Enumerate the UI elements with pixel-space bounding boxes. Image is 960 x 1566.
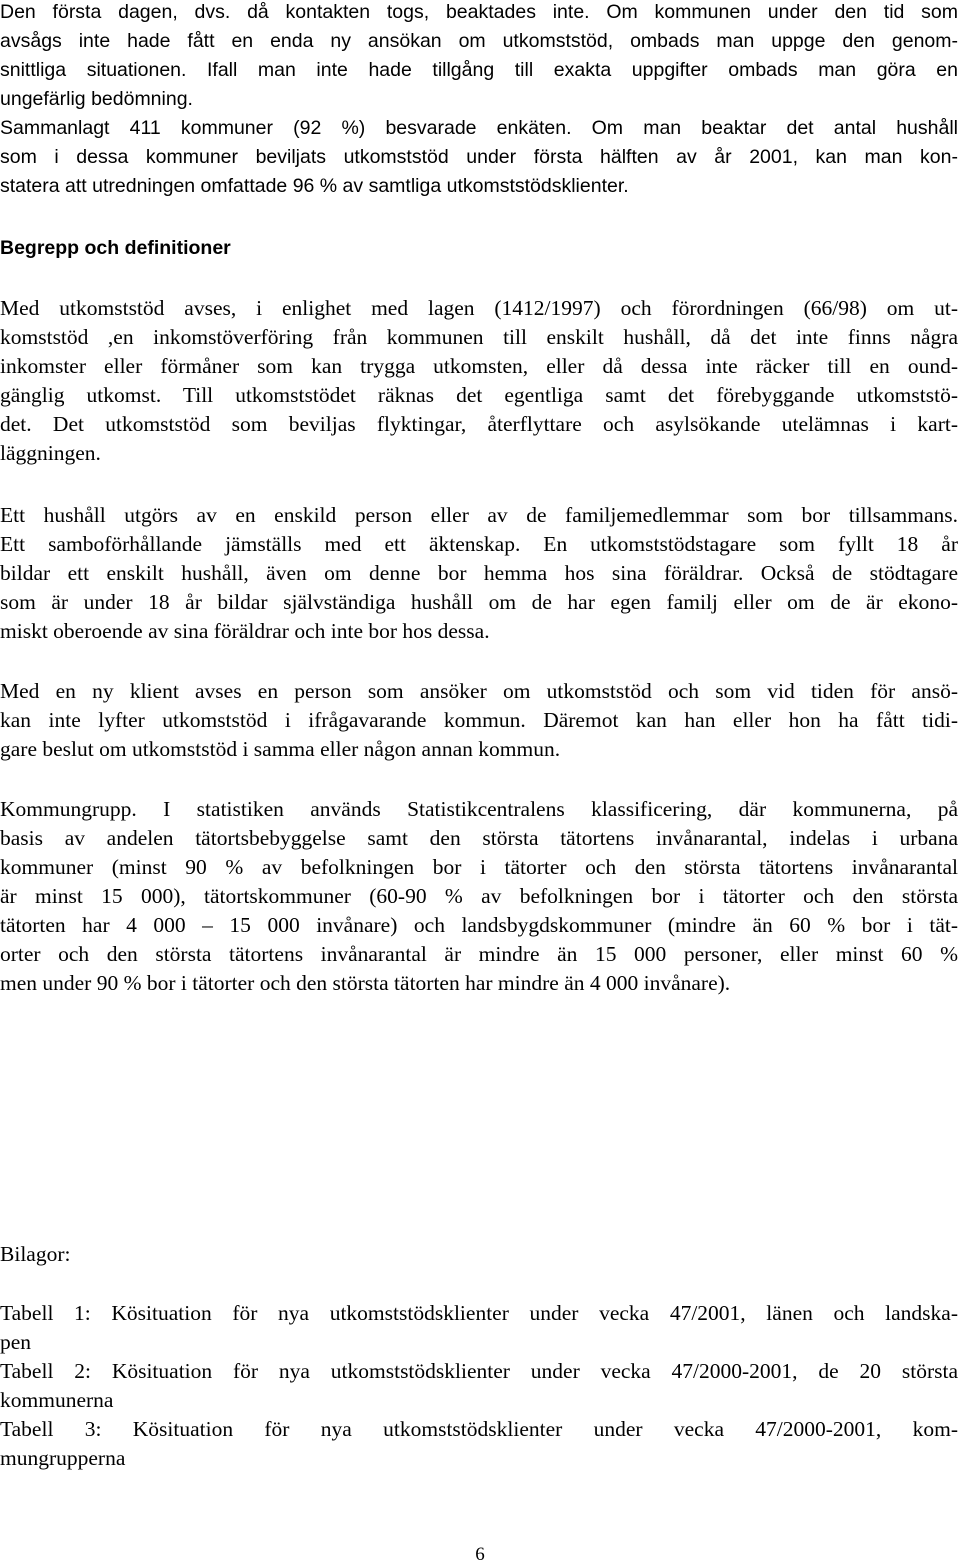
section-heading: Begrepp och definitioner bbox=[0, 237, 231, 259]
appendix-item: Tabell 3: Kösituation för nya utkomststödsklienter under vecka 47/2000-2001, kom- bbox=[0, 1417, 958, 1441]
text-line: miskt oberoende av sina föräldrar och inte bor hos dessa. bbox=[0, 619, 490, 643]
text-line: Ett samboförhållande jämställs med ett äktenskap. En utkomststödstagare som fyllt 18 år bbox=[0, 532, 958, 556]
text-line: kommuner (minst 90 % av befolkningen bor i tätorter och den största tätortens invånarantal bbox=[0, 855, 958, 879]
appendix-title: Bilagor: bbox=[0, 1242, 71, 1266]
text-line: Med utkomststöd avses, i enlighet med lagen (1412/1997) och förordningen (66/98) om ut- bbox=[0, 296, 958, 320]
text-line: Den första dagen, dvs. då kontakten togs, beaktades inte. Om kommunen under den tid som bbox=[0, 1, 958, 23]
text-line: Med en ny klient avses en person som ansöker om utkomststöd och som vid tiden för ansö- bbox=[0, 679, 958, 703]
text-line: inkomster eller förmåner som kan trygga utkomsten, eller då dessa inte räcker till en ound- bbox=[0, 354, 958, 378]
appendix-item: Tabell 1: Kösituation för nya utkomststödsklienter under vecka 47/2001, länen och landska- bbox=[0, 1301, 958, 1325]
text-line: orter och den största tätortens invånarantal är mindre än 15 000 personer, eller minst 60 % bbox=[0, 942, 958, 966]
appendix-item: mungrupperna bbox=[0, 1446, 126, 1470]
text-line: statera att utredningen omfattade 96 % av samtliga utkomststödsklienter. bbox=[0, 175, 629, 197]
text-line: tätorten har 4 000 – 15 000 invånare) och landsbygdskommuner (mindre än 60 % bor i tät- bbox=[0, 913, 958, 937]
text-line: men under 90 % bor i tätorter och den största tätorten har mindre än 4 000 invånare). bbox=[0, 971, 731, 995]
text-line: Kommungrupp. I statistiken används Statistikcentralens klassificering, där kommunerna, på bbox=[0, 797, 958, 821]
text-line: är minst 15 000), tätortskommuner (60-90 % av befolkningen bor i tätorter och den största bbox=[0, 884, 958, 908]
text-line: Sammanlagt 411 kommuner (92 %) besvarade enkäten. Om man beaktar det antal hushåll bbox=[0, 117, 958, 139]
text-line: snittliga situationen. Ifall man inte hade tillgång till exakta uppgifter ombads man göra en bbox=[0, 59, 958, 81]
text-line: komststöd ,en inkomstöverföring från kommunen till enskilt hushåll, då det inte finns några bbox=[0, 325, 958, 349]
text-line: det. Det utkomststöd som beviljas flyktingar, återflyttare och asylsökande utelämnas i kart- bbox=[0, 412, 958, 436]
text-line: gänglig utkomst. Till utkomststödet räknas det egentliga samt det förebyggande utkomststö- bbox=[0, 383, 958, 407]
appendix-item: pen bbox=[0, 1330, 32, 1354]
text-line: kan inte lyfter utkomststöd i ifrågavarande kommun. Däremot kan han eller hon ha fått tidi- bbox=[0, 708, 958, 732]
text-line: bildar ett enskilt hushåll, även om denne bor hemma hos sina föräldrar. Också de stödtagare bbox=[0, 561, 958, 585]
text-line: gare beslut om utkomststöd i samma eller någon annan kommun. bbox=[0, 737, 561, 761]
text-line: Ett hushåll utgörs av en enskild person eller av de familjemedlemmar som bor tillsammans. bbox=[0, 503, 958, 527]
appendix-item: kommunerna bbox=[0, 1388, 114, 1412]
text-line: avsågs inte hade fått en enda ny ansökan om utkomststöd, ombads man uppge den genom- bbox=[0, 30, 958, 52]
text-line: läggningen. bbox=[0, 441, 101, 465]
text-line: basis av andelen tätortsbebyggelse samt den största tätortens invånarantal, indelas i urbana bbox=[0, 826, 958, 850]
text-line: som är under 18 år bildar självständiga hushåll om de har egen familj eller om de är ekono- bbox=[0, 590, 958, 614]
text-line: ungefärlig bedömning. bbox=[0, 88, 193, 110]
page-number: 6 bbox=[475, 1544, 485, 1565]
text-line: som i dessa kommuner beviljats utkomststöd under första hälften av år 2001, kan man kon- bbox=[0, 146, 958, 168]
appendix-item: Tabell 2: Kösituation för nya utkomststödsklienter under vecka 47/2000-2001, de 20 största bbox=[0, 1359, 958, 1383]
